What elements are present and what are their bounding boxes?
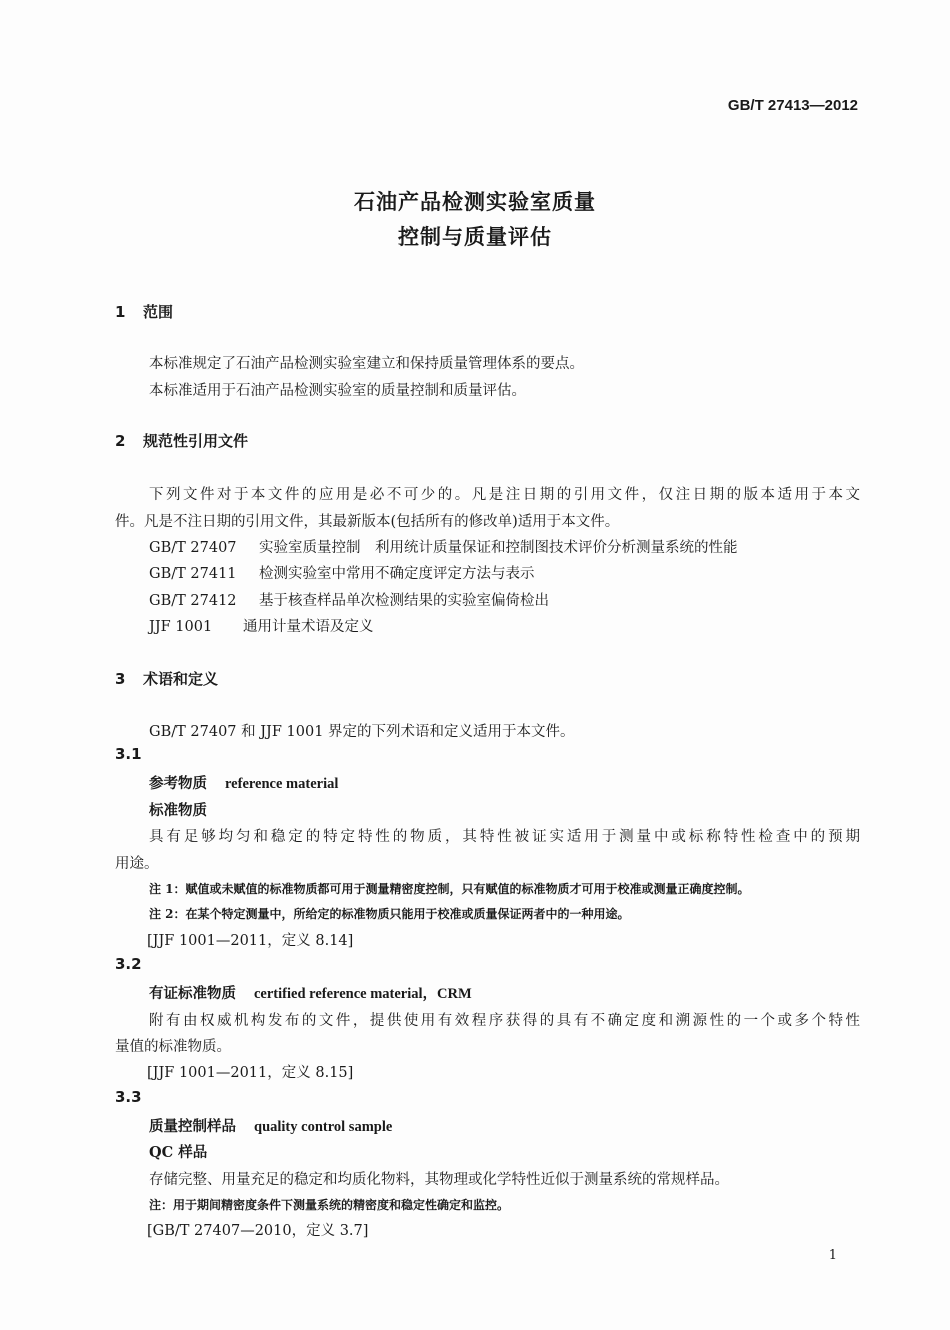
document-title-line1: 石油产品检测实验室质量 [354, 190, 596, 214]
reference-title: 通用计量术语及定义 [243, 619, 374, 635]
term-source: [JJF 1001—2011，定义 8.15] [147, 1065, 354, 1081]
term-name-zh: 有证标准物质 [149, 985, 236, 1002]
term-name [149, 982, 472, 1003]
reference-item [149, 536, 738, 557]
term-note: 注：用于期间精密度条件下测量系统的精密度和稳定性确定和监控。 [149, 1198, 510, 1212]
reference-item [149, 615, 374, 636]
section-3-intro: GB/T 27407 和 JJF 1001 界定的下列术语和定义适用于本文件。 [149, 724, 575, 740]
document-title-line2: 控制与质量评估 [398, 225, 552, 249]
term-name-zh: 参考物质 [149, 775, 207, 792]
reference-code: GB/T 27412 [149, 593, 237, 609]
term-definition-line1: 存储完整、用量充足的稳定和均质化物料，其物理或化学特性近似于测量系统的常规样品。 [149, 1172, 729, 1188]
section-3-title: 术语和定义 [143, 670, 219, 688]
term-definition-line2: 用途。 [115, 856, 159, 872]
section-2-intro-line1: 下列文件对于本文件的应用是必不可少的。凡是注日期的引用文件，仅注日期的版本适用于本文 [149, 487, 860, 503]
reference-item [149, 589, 549, 610]
page-number: 1 [828, 1248, 837, 1263]
term-alternate-name: 标准物质 [149, 802, 207, 819]
section-1-heading [115, 301, 173, 322]
term-name [149, 1115, 392, 1136]
term-alternate-name: QC 样品 [149, 1144, 208, 1161]
section-1-paragraph-2: 本标准适用于石油产品检测实验室的质量控制和质量评估。 [149, 383, 526, 399]
section-2-intro-line2: 件。凡是不注日期的引用文件，其最新版本(包括所有的修改单)适用于本文件。 [115, 514, 620, 530]
section-3-heading [115, 668, 218, 689]
term-source: [JJF 1001—2011，定义 8.14] [147, 933, 354, 949]
reference-title: 检测实验室中常用不确定度评定方法与表示 [259, 566, 535, 582]
term-note: 注 2：在某个特定测量中，所给定的标准物质只能用于校准或质量保证两者中的一种用途。 [149, 907, 630, 921]
term-name-zh: 质量控制样品 [149, 1118, 236, 1135]
section-2-title: 规范性引用文件 [143, 432, 249, 450]
term-definition-line1: 具有足够均匀和稳定的特定特性的物质，其特性被证实适用于测量中或标称特性检查中的预期 [149, 829, 860, 845]
term-note: 注 1：赋值或未赋值的标准物质都可用于测量精密度控制，只有赋值的标准物质才可用于校准或测量正确度控制。 [149, 882, 750, 896]
term-definition-line1: 附有由权威机构发布的文件，提供使用有效程序获得的具有不确定度和溯源性的一个或多个特性 [149, 1013, 860, 1029]
standard-number: GB/T 27413—2012 [727, 97, 858, 114]
term-number: 3.3 [115, 1088, 142, 1106]
term-name-en: quality control sample [254, 1119, 393, 1135]
reference-title: 实验室质量控制 利用统计质量保证和控制图技术评价分析测量系统的性能 [259, 540, 738, 556]
section-1-title: 范围 [143, 303, 174, 321]
term-name [149, 772, 338, 793]
section-1-number: 1 [115, 303, 126, 321]
term-name-en: reference material [225, 776, 339, 792]
term-source: [GB/T 27407—2010，定义 3.7] [147, 1223, 369, 1239]
term-number: 3.1 [115, 745, 142, 763]
reference-code: GB/T 27407 [149, 540, 237, 556]
term-definition-line2: 量值的标准物质。 [115, 1039, 231, 1055]
reference-code: JJF 1001 [149, 619, 213, 635]
reference-title: 基于核查样品单次检测结果的实验室偏倚检出 [259, 593, 549, 609]
section-3-number: 3 [115, 670, 126, 688]
reference-code: GB/T 27411 [149, 566, 237, 582]
term-number: 3.2 [115, 955, 142, 973]
reference-item [149, 562, 535, 583]
section-2-number: 2 [115, 432, 126, 450]
section-1-paragraph-1: 本标准规定了石油产品检测实验室建立和保持质量管理体系的要点。 [149, 356, 584, 372]
section-2-heading [115, 430, 248, 451]
term-name-en: certified reference material，CRM [254, 986, 472, 1002]
